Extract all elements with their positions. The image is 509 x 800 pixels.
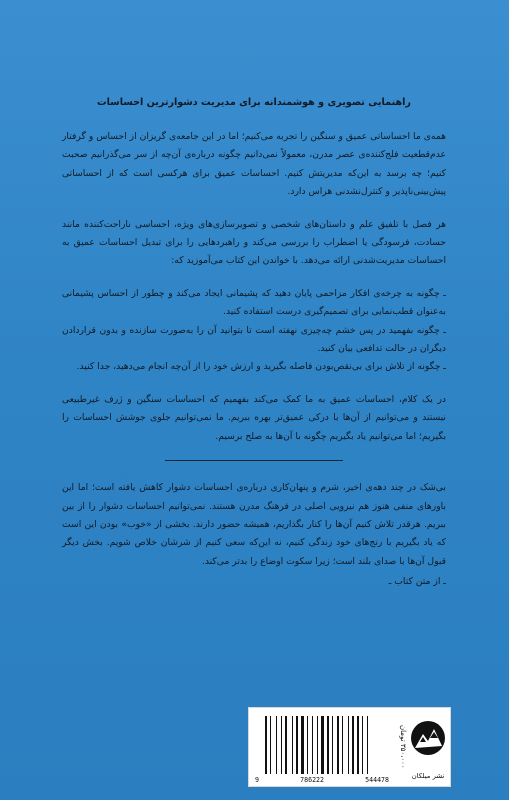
excerpt-paragraph: بی‌شک در چند دهه‌ی اخیر، شرم و پنهان‌کاری درباره‌ی احساسات دشوار کاهش یافته است؛ اما این باورهای منفی هنوز هم نیرویی اصلی در فرهنگ مدرن هستند. نمی‌توانیم احساسات دشوار را از بین ببریم. هرقدر تلاش کنیم آن‌ها را کنار بگذاریم، همیشه حضور دارند. بخشی از «خوب» بودن این است که یاد بگیریم با رنج‌های خود زندگی کنیم، نه این‌که سعی کنیم از شرشان خلاص شویم. بخش دیگر قبول آن‌ها با صدای بلند است؛ زیرا سکوت اوضاع را بدتر می‌کند. — [62, 482, 446, 567]
intro-paragraph-1: همه‌ی ما احساساتی عمیق و سنگین را تجربه می‌کنیم؛ اما در این جامعه‌ی گریزان از احساس و گرفتار عدم‌قطعیت فلج‌کننده‌ی عصر مدرن، معمولاً نمی‌دانیم چگونه درباره‌ی آن‌چه از سر می‌گذرانیم صحبت کنیم؛ چه برسد به این‌که مدیریتش کنیم. احساسات عمیق برای هرکسی است که از احساساتی پیش‌بینی‌ناپذیر و کنترل‌نشدنی هراس دارد. — [62, 131, 446, 198]
isbn-barcode — [265, 716, 385, 774]
isbn-digits — [255, 776, 389, 784]
barcode-bar — [367, 716, 368, 774]
barcode-bar — [362, 716, 363, 774]
barcode-bar — [307, 716, 308, 774]
blurb-text-block — [62, 96, 446, 591]
price-label: ۳۵۰،۰۰۰ تومان — [399, 725, 407, 769]
isbn-digit-prefix: 9 — [255, 776, 259, 784]
bullet-item-perfectionism: ـ چگونه از تلاش برای بی‌نقص‌بودن فاصله بگیرید و ارزش خود را از آن‌چه انجام می‌دهید، جدا کنید. — [76, 361, 446, 373]
barcode-bar — [342, 716, 343, 774]
barcode-bar — [276, 716, 277, 774]
excerpt-source: ـ از متن کتاب ـ — [388, 576, 446, 588]
barcode-bar — [301, 716, 304, 774]
bullet-item-regret: ـ چگونه به چرخه‌ی افکار مزاحمی پایان دهید که پشیمانی ایجاد می‌کند و چطور از احساس پشیمانی به‌عنوان قطب‌نمایی برای تصمیم‌گیری درست استفاده کنید. — [62, 287, 446, 318]
barcode-bar — [327, 716, 329, 774]
barcode-bar — [270, 716, 271, 774]
section-divider — [165, 460, 343, 461]
intro-paragraph-2: هر فصل با تلفیق علم و داستان‌های شخصی و تصویرسازی‌های ویژه، احساسی ناراحت‌کننده مانند حسادت، فرسودگی یا اضطراب را بررسی می‌کند و راهبردهایی را برای تبدیل احساسات عمیق به احساسات مدیریت‌شدنی ارائه می‌دهد. با خواندن این کتاب می‌آموزید که: — [62, 218, 446, 267]
barcode-bar — [265, 716, 267, 774]
isbn-digit-group-1: 786222 — [300, 776, 324, 784]
barcode-bar — [357, 716, 359, 774]
mountain-logo-icon — [409, 714, 447, 766]
barcode-bar — [348, 716, 349, 774]
barcode-bar — [332, 716, 333, 774]
blurb-heading: راهنمایی تصویری و هوشمندانه برای مدیریت دشوارترین احساسات — [97, 97, 411, 108]
barcode-bar — [281, 716, 282, 774]
summary-paragraph: در یک کلام، احساسات عمیق به ما کمک می‌کند بفهمیم که احساسات سنگین و ژرف غیرطبیعی نیستند و می‌توانیم از آن‌ها با درکی عمیق‌تر بهره ببریم. ما نمی‌توانیم جلوی جوشش احساسات را بگیریم؛ اما می‌توانیم یاد بگیریم چگونه با آن‌ها به صلح برسیم. — [62, 393, 446, 442]
barcode-bar — [312, 716, 313, 774]
barcode-panel — [248, 707, 451, 787]
publisher-name: نشر میلکان — [411, 772, 445, 780]
barcode-bar — [352, 716, 354, 774]
publisher-logo — [409, 714, 447, 780]
barcode-bar — [285, 716, 287, 774]
barcode-bar — [317, 716, 318, 774]
isbn-digit-group-2: 544478 — [365, 776, 389, 784]
bullet-item-anger: ـ چگونه بفهمید در پس خشم چه‌چیزی نهفته است تا بتوانید آن را به‌صورت سازنده و بدون قراردادن دیگران در حالت تدافعی بیان کنید. — [62, 324, 446, 355]
barcode-bar — [296, 716, 298, 774]
barcode-bar — [292, 716, 293, 774]
barcode-bar — [337, 716, 339, 774]
bullet-list — [62, 285, 446, 377]
barcode-bar — [321, 716, 324, 774]
